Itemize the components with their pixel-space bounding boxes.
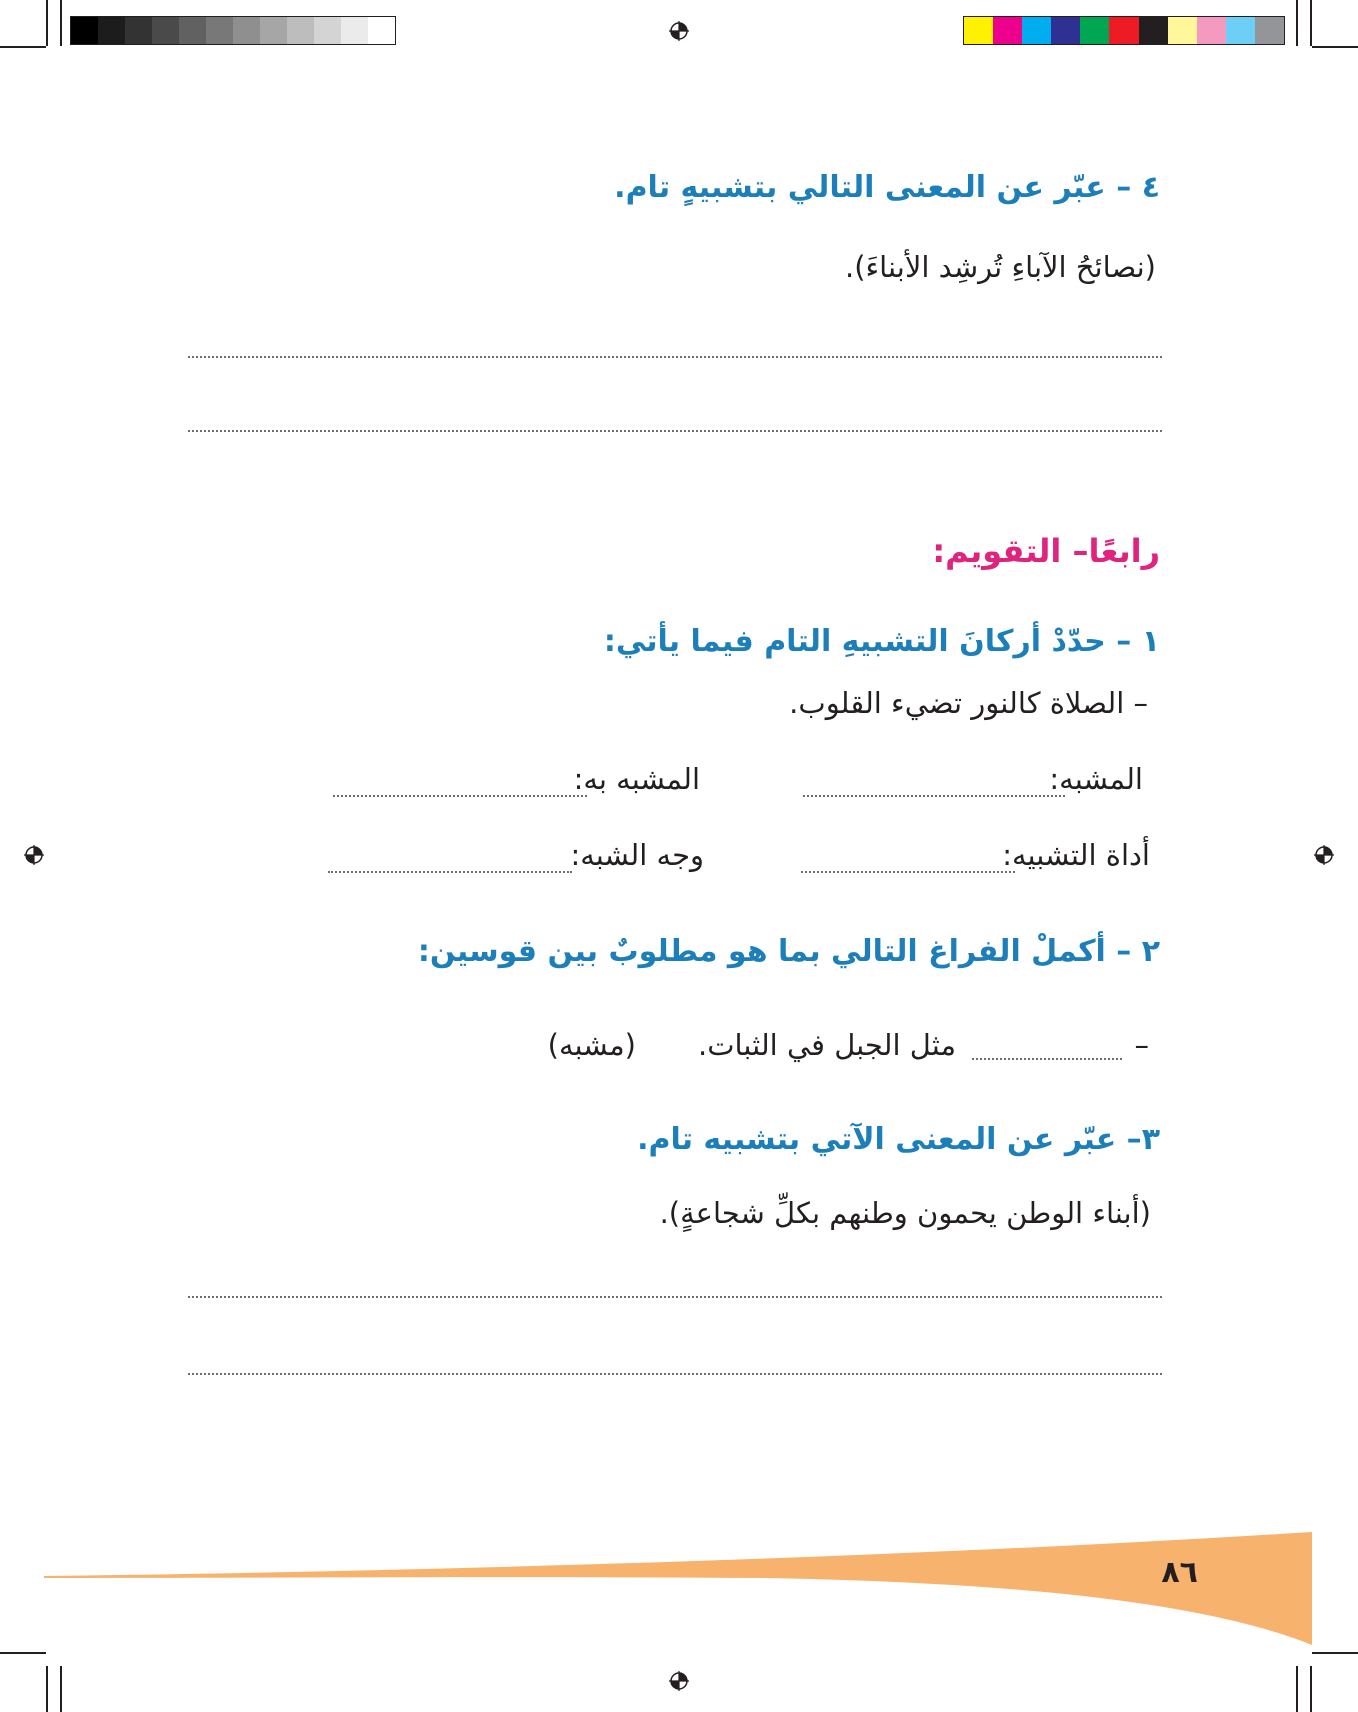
wajh-label: وجه الشبه:: [570, 838, 704, 872]
registration-mark-icon: [23, 844, 45, 866]
mushabbah-answer-line[interactable]: [803, 795, 1065, 797]
adat-answer-line[interactable]: [801, 871, 1015, 873]
mushabbah-label: المشبه:: [1049, 762, 1143, 796]
registration-mark-icon: [1313, 844, 1335, 866]
question-4-heading: ٤ – عبّر عن المعنى التالي بتشبيهٍ تام.: [614, 170, 1160, 205]
question-2-blank[interactable]: [972, 1058, 1122, 1060]
answer-line[interactable]: [188, 1373, 1162, 1375]
question-1-heading: ١ – حدّدْ أركانَ التشبيهِ التام فيما يأتي:: [603, 624, 1160, 659]
mushabbah-bih-label: المشبه به:: [573, 762, 700, 796]
question-4-sentence: (نصائحُ الآباءِ تُرشِد الأبناءَ).: [845, 250, 1156, 284]
footer-orange-swoosh: [0, 1520, 1358, 1650]
answer-line[interactable]: [188, 1296, 1162, 1298]
question-2-dash: –: [1134, 1028, 1149, 1062]
question-2-sentence: مثل الجبل في الثبات.: [697, 1028, 956, 1062]
mushabbah-bih-answer-line[interactable]: [333, 795, 587, 797]
answer-line[interactable]: [188, 430, 1162, 432]
question-2-hint: (مشبه): [547, 1028, 636, 1062]
registration-mark-icon: [668, 20, 690, 42]
registration-mark-icon: [668, 1670, 690, 1692]
adat-label: أداة التشبيه:: [1002, 838, 1150, 872]
question-1-sentence: – الصلاة كالنور تضيء القلوب.: [789, 686, 1148, 720]
question-3-sentence: (أبناء الوطن يحمون وطنهم بكلِّ شجاعةٍ).: [659, 1196, 1151, 1230]
answer-line[interactable]: [188, 356, 1162, 358]
question-2-heading: ٢ – أكملْ الفراغ التالي بما هو مطلوبٌ بين قوسين:: [417, 934, 1160, 969]
grayscale-bar: [70, 16, 396, 45]
page-number: ٨٦: [1161, 1555, 1198, 1590]
section-title-evaluation: رابعًا– التقويم:: [932, 532, 1160, 570]
color-calibration-bar: [963, 16, 1285, 45]
wajh-answer-line[interactable]: [328, 871, 572, 873]
question-3-heading: ٣– عبّر عن المعنى الآتي بتشبيه تام.: [637, 1122, 1160, 1157]
